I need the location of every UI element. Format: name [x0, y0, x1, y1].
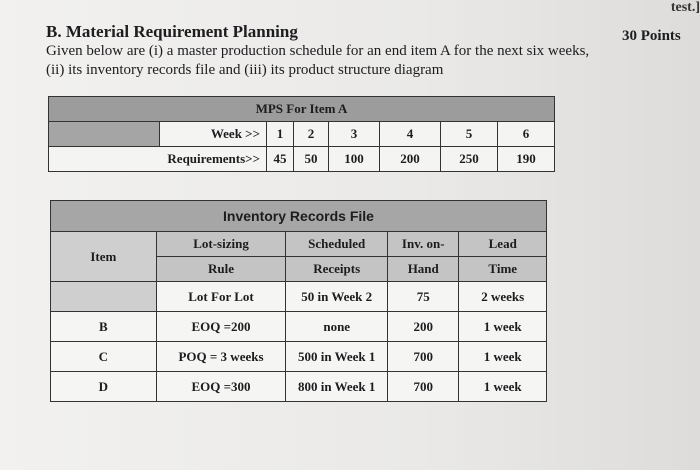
on-hand-cell: 700 [388, 372, 459, 402]
rule-cell: EOQ =300 [156, 372, 286, 402]
inventory-table [50, 200, 547, 402]
mps-req-cell: 200 [380, 147, 441, 172]
inventory-title-row [51, 201, 547, 232]
header-hand: Hand [388, 257, 459, 282]
mps-week-cell: 1 [267, 122, 294, 147]
rule-cell: Lot For Lot [156, 282, 286, 312]
mps-week-cell: 4 [380, 122, 441, 147]
item-cell [51, 282, 157, 312]
table-row [51, 372, 547, 402]
lead-cell: 1 week [459, 342, 547, 372]
mps-week-row [49, 122, 555, 147]
mps-week-cell: 5 [441, 122, 498, 147]
mps-week-label: Week >> [160, 122, 267, 147]
header-inv-on: Inv. on- [388, 232, 459, 257]
on-hand-cell: 700 [388, 342, 459, 372]
receipts-cell: none [286, 312, 388, 342]
lead-cell: 2 weeks [459, 282, 547, 312]
rule-cell: POQ = 3 weeks [156, 342, 286, 372]
receipts-cell: 50 in Week 2 [286, 282, 388, 312]
table-row [51, 342, 547, 372]
lead-cell: 1 week [459, 372, 547, 402]
table-row [51, 282, 547, 312]
intro-text [46, 42, 606, 80]
mps-req-cell: 45 [267, 147, 294, 172]
mps-req-cell: 250 [441, 147, 498, 172]
mps-week-cell: 2 [294, 122, 329, 147]
mps-table [48, 96, 555, 172]
header-rule: Rule [156, 257, 286, 282]
header-scheduled: Scheduled [286, 232, 388, 257]
mps-title: MPS For Item A [49, 97, 555, 122]
mps-week-cell: 3 [329, 122, 380, 147]
mps-empty-cell [49, 122, 160, 147]
receipts-cell: 800 in Week 1 [286, 372, 388, 402]
lead-cell: 1 week [459, 312, 547, 342]
mps-req-cell: 50 [294, 147, 329, 172]
intro-line-1: Given below are (i) a master production schedule for an end item A for the next six weeks, [46, 43, 590, 59]
mps-req-cell: 100 [329, 147, 380, 172]
header-receipts: Receipts [286, 257, 388, 282]
header-item: Item [51, 232, 157, 282]
points-label: 30 Points [622, 28, 681, 44]
mps-requirements-row [49, 147, 555, 172]
header-time: Time [459, 257, 547, 282]
item-cell: D [51, 372, 157, 402]
mps-week-cell: 6 [498, 122, 555, 147]
on-hand-cell: 75 [388, 282, 459, 312]
inventory-header-row-1 [51, 232, 547, 257]
on-hand-cell: 200 [388, 312, 459, 342]
rule-cell: EOQ =200 [156, 312, 286, 342]
inventory-title: Inventory Records File [51, 201, 547, 232]
item-cell: C [51, 342, 157, 372]
item-cell: B [51, 312, 157, 342]
receipts-cell: 500 in Week 1 [286, 342, 388, 372]
mps-requirements-label: Requirements>> [49, 147, 267, 172]
cropped-top-text: test.] [670, 0, 700, 15]
mps-title-row [49, 97, 555, 122]
section-heading: B. Material Requirement Planning [46, 22, 298, 41]
intro-line-2: (ii) its inventory records file and (iii) its product structure diagram [46, 62, 444, 78]
header-lot-sizing: Lot-sizing [156, 232, 286, 257]
table-row [51, 312, 547, 342]
mps-req-cell: 190 [498, 147, 555, 172]
header-lead: Lead [459, 232, 547, 257]
